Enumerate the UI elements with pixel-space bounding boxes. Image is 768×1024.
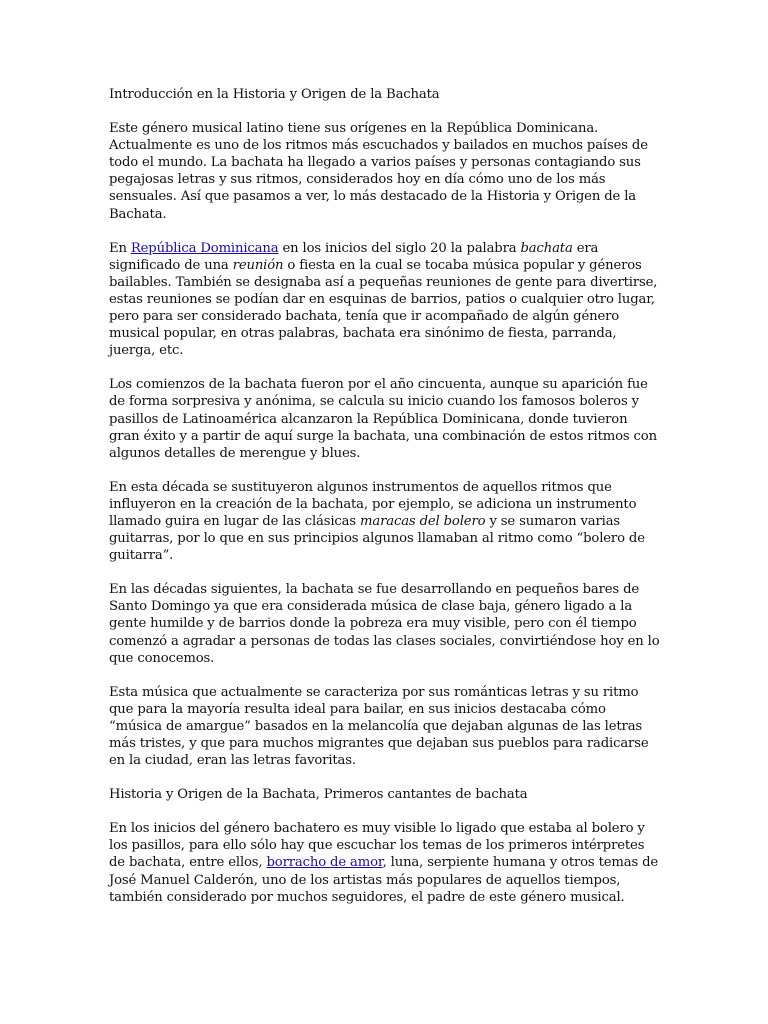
link-republica-dominicana[interactable]: República Dominicana [130,240,279,256]
document-title: Introducción en la Historia y Origen de la Bachata [109,87,440,102]
paragraph-decades: En las décadas siguientes, la bachata se fue desarrollando en pequeños bares de Santo Domingo ya que era considerada música de clase baja, género ligado a la gente humilde y de barrios donde la pobreza era muy visible, pero con él tiempo comenzó a agradar a personas de todas las clases sociales, convirtiéndose hoy en lo que conocemos. [109,582,660,666]
paragraph-intro: Este género musical latino tiene sus orígenes en la República Dominicana. Actualmente es uno de los ritmos más escuchados y bailados en muchos países de todo el mundo. La bachata ha llegado a varios países y personas contagiando sus pegajosas letras y sus ritmos, considerados hoy en día cómo uno de los más sensuales. Así que pasamos a ver, lo más destacado de la Historia y Origen de la Bachata. [109,121,648,222]
link-borracho-de-amor[interactable]: borracho de amor [266,855,383,871]
text-span: En los inicios del género bachatero es muy visible lo ligado que estaba al bolero y los pasillos, para ello sólo hay que escuchar los temas de los primeros intérpretes de bachata, entre ellos, [109,821,645,871]
paragraph-instruments [109,479,661,564]
text-span: En [109,240,131,256]
paragraph-origin [109,240,661,360]
paragraph-first-singers [109,820,661,905]
paragraph-beginnings: Los comienzos de la bachata fueron por el año cincuenta, aunque su aparición fue de forma sorpresiva y anónima, se calcula su inicio cuando los famosos boleros y pasillos de Latinoamérica alcanzaron la República Dominicana, donde tuvieron gran éxito y a partir de aquí surge la bachata, una combinación de estos ritmos con algunos detalles de merengue y blues. [109,377,657,461]
text-span: y se sumaron varias guitarras, por lo que en sus principios algunos llamaban al ritmo como “bolero de guitarra”. [109,513,645,564]
document-body [109,86,661,923]
text-span: en los inicios del siglo 20 la palabra [278,240,521,256]
emphasis-maracas: maracas del bolero [360,513,486,529]
text-span: o fiesta en la cual se tocaba música popular y géneros bailables. También se designaba así a pequeñas reuniones de gente para divertirse, estas reuniones se podían dar en esquinas de barrios, patios o cualquier otro lugar, pero para ser considerado bachata, tenía que ir acompañado de algún género musical popular, en otras palabras, bachata era sinónimo de fiesta, parranda, juerga, etc. [109,257,658,359]
text-span: era significado de una [109,240,599,273]
text-span: , luna, serpiente humana y otros temas de José Manuel Calderón, uno de los artistas más populares de aquellos tiempos, también considerado por muchos seguidores, el padre de este género musical. [109,855,659,905]
text-span: En esta década se sustituyeron algunos instrumentos de aquellos ritmos que influyeron en la creación de la bachata, por ejemplo, se adiciona un instrumento llamado guira en lugar de las clásicas [109,479,637,529]
emphasis-bachata: bachata [520,240,573,256]
paragraph-music-style: Esta música que actualmente se caracteriza por sus románticas letras y su ritmo que para la mayoría resulta ideal para bailar, en sus inicios destacaba cómo “música de amargue” basados en la melancolía que dejaban algunas de las letras más tristes, y que para muchos migrantes que dejaban sus pueblos para radicarse en la ciudad, eran las letras favoritas. [109,684,649,769]
emphasis-reunion: reunión [232,257,284,273]
section-subtitle: Historia y Origen de la Bachata, Primeros cantantes de bachata [109,787,528,803]
